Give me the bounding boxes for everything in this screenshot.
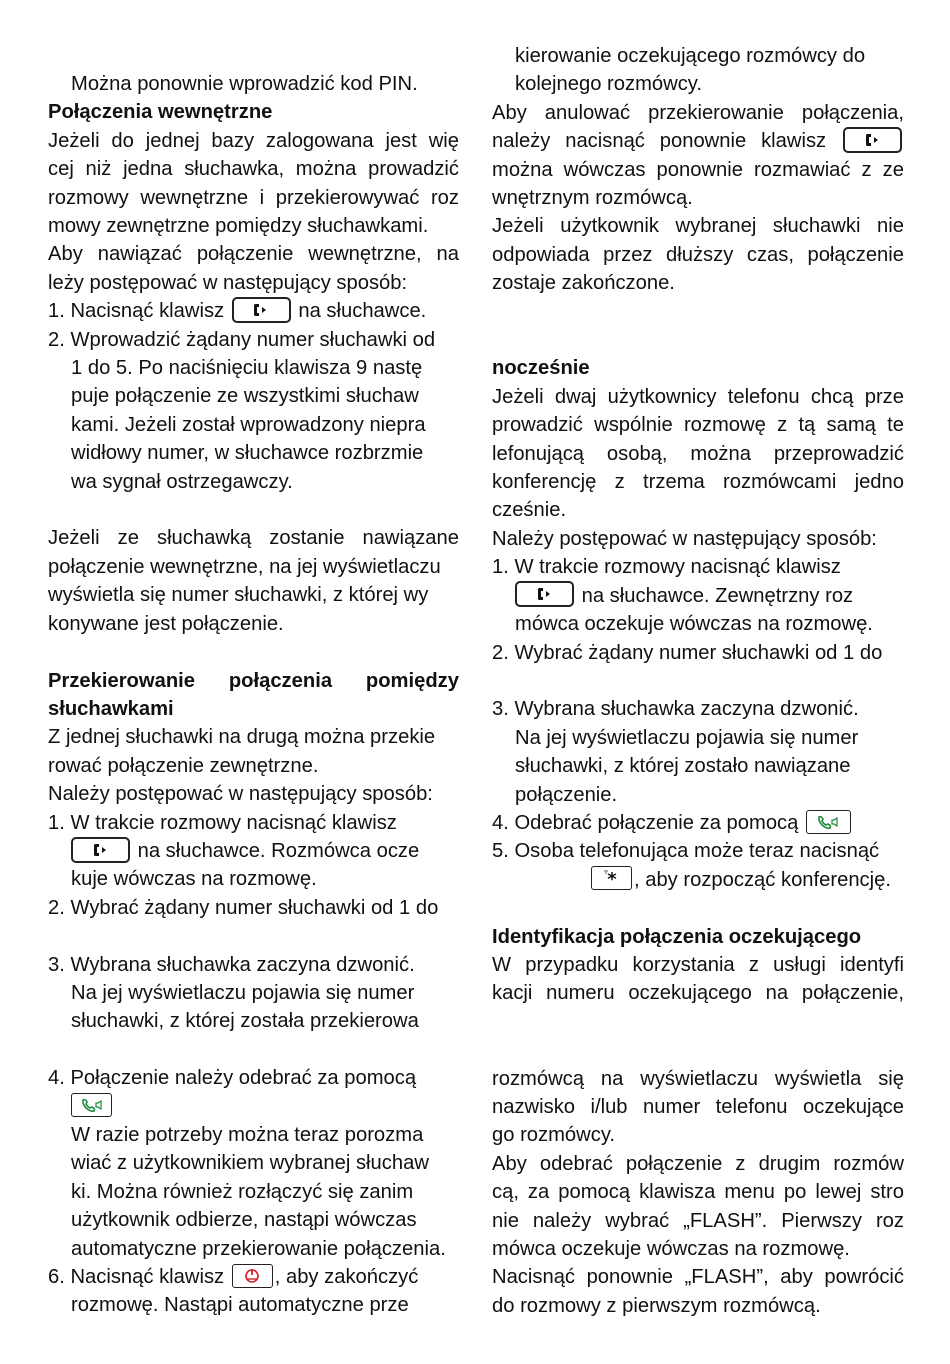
text-line xyxy=(48,1093,459,1121)
list-item: 1. W trakcie rozmowy nacisnąć klawisz xyxy=(492,556,841,579)
text-line: połączenie. xyxy=(515,783,618,806)
text-line: Jeżeli dwaj użytkownicy telefonu chcą prze xyxy=(492,385,904,408)
text-line: wyświetla się numer słuchawki, z której wy xyxy=(48,584,429,607)
text-line xyxy=(492,582,904,610)
text-line: mowy zewnętrzne pomiędzy słuchawkami. xyxy=(48,215,429,238)
text-line: słuchawki, z której została przekierowa xyxy=(71,1010,419,1033)
text-line: rozmówcą na wyświetlaczu wyświetla się xyxy=(492,1067,904,1090)
section-heading: słuchawkami xyxy=(48,697,174,720)
text-line: Aby nawiązać połączenie wewnętrzne, na xyxy=(48,243,459,266)
text-line: automatyczne przekierowanie połączenia. xyxy=(71,1237,446,1260)
list-item: 1. W trakcie rozmowy nacisnąć klawisz xyxy=(48,811,397,834)
text-fragment: 6. Nacisnąć klawisz xyxy=(48,1266,225,1288)
left-column xyxy=(48,0,459,1320)
list-item xyxy=(48,297,459,325)
section-heading: Połączenia wewnętrzne xyxy=(48,101,273,124)
star-key-icon xyxy=(591,866,632,890)
text-line: cą, za pomocą klawisza menu po lewej stro xyxy=(492,1181,904,1204)
text-line: użytkownik odbierze, nastąpi wówczas xyxy=(71,1209,417,1232)
text-line: do rozmowy z pierwszym rozmówcą. xyxy=(492,1294,821,1317)
text-line: rozmowę. Nastąpi automatyczne prze xyxy=(71,1294,409,1317)
text-line: puje połączenie ze wszystkimi słuchaw xyxy=(71,385,419,408)
text-fragment: na słuchawce. Rozmówca ocze xyxy=(137,839,420,862)
text-line: konywane jest połączenie. xyxy=(48,612,284,635)
text-line: rować połączenie zewnętrzne. xyxy=(48,754,319,777)
text-line: cześnie. xyxy=(492,499,567,522)
text-line xyxy=(48,837,459,865)
text-line: rozmowy wewnętrzne i przekierowywać roz xyxy=(48,186,459,209)
text-fragment: należy nacisnąć ponownie klawisz xyxy=(492,130,827,153)
text-line: Aby anulować przekierowanie połączenia, xyxy=(492,101,904,124)
text-line: kolejnego rozmówcy. xyxy=(515,73,702,96)
list-item: 3. Wybrana słuchawka zaczyna dzwonić. xyxy=(492,698,859,721)
text-line: cej niż jedna słuchawka, można prowadzić xyxy=(48,158,459,181)
text-line: można wówczas ponownie rozmawiać z ze xyxy=(492,158,904,181)
text-fragment: , aby zakończyć xyxy=(274,1266,419,1288)
text-line: Można ponownie wprowadzić kod PIN. xyxy=(71,73,418,95)
text-line: mówca oczekuje wówczas na rozmowę. xyxy=(515,613,873,636)
text-line xyxy=(492,127,904,155)
text-line: kacji numeru oczekującego na połączenie, xyxy=(492,982,904,1005)
text-line: zostaje zakończone. xyxy=(492,272,675,295)
text-fragment: , aby rozpocząć konferencję. xyxy=(634,868,891,891)
text-line: go rozmówcy. xyxy=(492,1124,616,1147)
text-line: nazwisko i/lub numer telefonu oczekujące xyxy=(492,1095,904,1118)
text-line: Jeżeli do jednej bazy zalogowana jest wię xyxy=(48,129,459,152)
text-line: połączenie wewnętrzne, na jej wyświetlaczu xyxy=(48,555,441,578)
text-line: W razie potrzeby można teraz porozma xyxy=(71,1123,424,1146)
text-line: Należy postępować w następujący sposób: xyxy=(492,527,877,550)
text-line: kami. Jeżeli został wprowadzony niepra xyxy=(71,413,426,436)
text-line: konferencję z trzema rozmówcami jedno xyxy=(492,471,904,494)
text-line: Na jej wyświetlaczu pojawia się numer xyxy=(71,981,415,1004)
text-line xyxy=(492,866,904,894)
text-fragment: na słuchawce. xyxy=(298,300,427,323)
intercom-key-icon xyxy=(232,297,291,323)
intercom-key-icon xyxy=(515,581,574,607)
text-line: wa sygnał ostrzegawczy. xyxy=(71,470,293,493)
text-fragment: 1. Nacisnąć klawisz xyxy=(48,300,225,323)
section-heading: nocześnie xyxy=(492,357,590,380)
text-line: Nacisnąć ponownie „FLASH”, aby powrócić xyxy=(492,1266,904,1289)
text-line: nie należy wybrać „FLASH”. Pierwszy roz xyxy=(492,1209,904,1232)
text-line: widłowy numer, w słuchawce rozbrzmie xyxy=(71,442,424,465)
text-line: Należy postępować w następujący sposób: xyxy=(48,783,433,806)
text-line: Aby odebrać połączenie z drugim rozmów xyxy=(492,1152,904,1175)
text-line: W przypadku korzystania z usługi identyfi xyxy=(492,953,904,976)
svg-text:*: * xyxy=(606,869,617,889)
text-line: słuchawki, z której zostało nawiązane xyxy=(515,755,851,778)
talk-key-icon xyxy=(806,810,851,834)
text-line: ki. Można również rozłączyć się zanim xyxy=(71,1180,414,1203)
text-line: mówca oczekuje wówczas na rozmowę. xyxy=(492,1237,850,1260)
section-heading: Przekierowanie połączenia pomiędzy xyxy=(48,669,459,692)
end-call-key-icon xyxy=(232,1264,273,1288)
text-line: 1 do 5. Po naciśnięciu klawisza 9 nastę xyxy=(71,357,423,380)
text-fragment: 4. Odebrać połączenie za pomocą xyxy=(492,811,799,834)
list-item: 5. Osoba telefonująca może teraz nacisnąć xyxy=(492,840,880,863)
text-line: kuje wówczas na rozmowę. xyxy=(71,868,317,891)
intercom-key-icon xyxy=(71,837,130,863)
talk-key-icon xyxy=(71,1093,112,1117)
right-column xyxy=(492,0,904,1320)
text-line: Jeżeli ze słuchawką zostanie nawiązane xyxy=(48,527,459,550)
text-line: wiać z użytkownikiem wybranej słuchaw xyxy=(71,1152,429,1175)
list-item: 3. Wybrana słuchawka zaczyna dzwonić. xyxy=(48,953,415,976)
list-item: 2. Wybrać żądany numer słuchawki od 1 do xyxy=(492,641,883,664)
text-line: odpowiada przez dłuższy czas, połączenie xyxy=(492,243,904,266)
text-line: leży postępować w następujący sposób: xyxy=(48,271,408,294)
list-item xyxy=(492,809,904,837)
text-line: prowadzić wspólnie rozmowę z tą samą te xyxy=(492,414,904,437)
text-line: Z jednej słuchawki na drugą można przekie xyxy=(48,726,436,749)
intercom-key-icon xyxy=(843,127,902,153)
text-fragment: na słuchawce. Zewnętrzny roz xyxy=(581,584,854,607)
text-line: Jeżeli użytkownik wybranej słuchawki nie xyxy=(492,215,904,238)
text-line: Na jej wyświetlaczu pojawia się numer xyxy=(515,726,859,749)
list-item: 2. Wprowadzić żądany numer słuchawki od xyxy=(48,328,436,351)
list-item: 4. Połączenie należy odebrać za pomocą xyxy=(48,1067,417,1090)
text-line: lefonującą osobą, można przeprowadzić xyxy=(492,442,904,465)
section-heading: Identyfikacja połączenia oczekującego xyxy=(492,925,862,948)
list-item xyxy=(48,1263,459,1291)
list-item: 2. Wybrać żądany numer słuchawki od 1 do xyxy=(48,896,439,919)
text-line: wnętrznym rozmówcą. xyxy=(492,187,693,210)
text-line: kierowanie oczekującego rozmówcy do xyxy=(515,45,866,67)
